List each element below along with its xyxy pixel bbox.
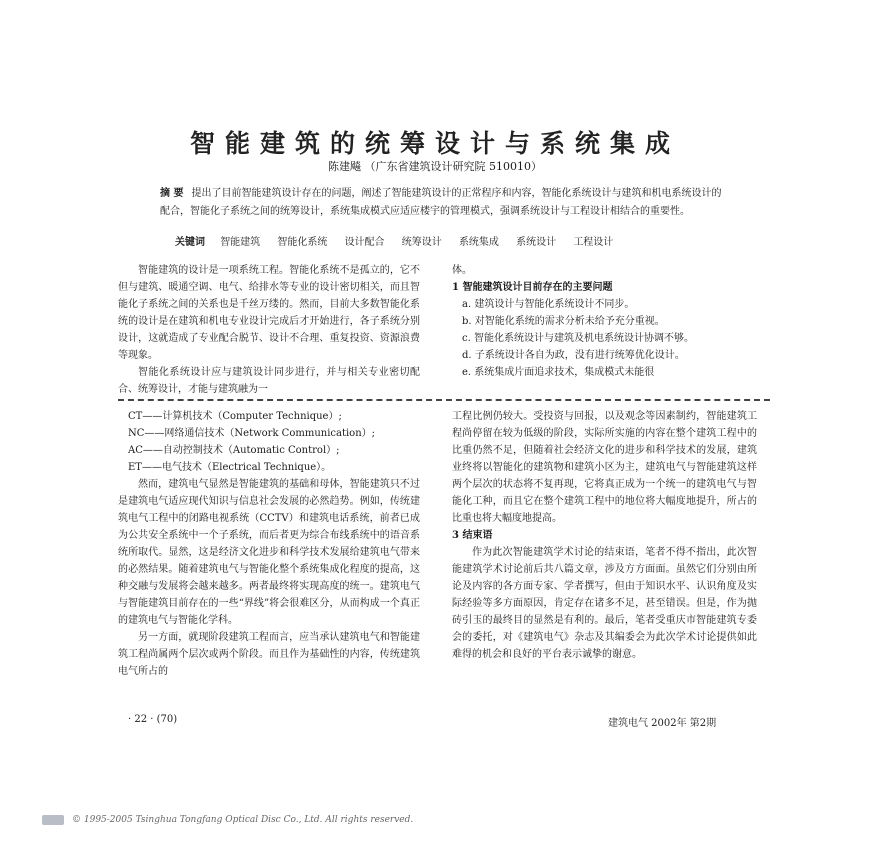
column-break-divider: [118, 399, 770, 403]
keyword: 设计配合: [344, 237, 385, 248]
keyword: 系统设计: [516, 237, 557, 248]
body-paragraph: 体。: [452, 265, 472, 276]
keyword: 智能建筑: [220, 237, 261, 248]
paper-title: 智能建筑的统筹设计与系统集成: [189, 129, 680, 158]
section-heading: 1 智能建筑设计目前存在的主要问题: [452, 282, 613, 293]
copyright-notice: © 1995-2005 Tsinghua Tongfang Optical Disc Co., Ltd. All rights reserved.: [72, 815, 414, 825]
upper-left-column: [118, 262, 420, 398]
lower-left-column: [118, 408, 420, 680]
body-paragraph: 智能化系统设计应与建筑设计同步进行，并与相关专业密切配合、统筹设计，才能与建筑融为一: [118, 367, 420, 395]
lower-right-column: [452, 408, 757, 663]
body-paragraph: 工程比例仍较大。受投资与回报，以及观念等因素制约，智能建筑工程尚停留在较为低级的阶段，实际所实施的内容在整个建筑工程中的比重仍然不足，但随着社会经济文化的进步和科学技术的发展，建筑业终将以智能化的建筑物和建筑小区为主，建筑电气与智能建筑这样两个层次的状态将不复再现，它将真正成为一个统一的建筑电气与智能化工种，而且它在整个建筑工程中的地位将大幅度地提升，所占的比重也将大幅度地提高。: [452, 411, 757, 524]
body-paragraph: 另一方面，就现阶段建筑工程而言，应当承认建筑电气和智能建筑工程尚属两个层次或两个阶段。而且作为基础性的内容，传统建筑电气所占的: [118, 632, 420, 677]
keywords: [175, 233, 627, 248]
term-definition: CT——计算机技术（Computer Technique）;: [128, 411, 342, 422]
author-line: 陈建飚 （广东省建筑设计研究院 510010）: [328, 160, 542, 173]
keyword: 系统集成: [458, 237, 499, 248]
list-item: b. 对智能化系统的需求分析未给予充分重视。: [462, 316, 665, 327]
keyword: 智能化系统: [277, 237, 328, 248]
term-definition: ET——电气技术（Electrical Technique）。: [128, 462, 332, 473]
list-item: a. 建筑设计与智能化系统设计不同步。: [462, 299, 635, 310]
list-item: c. 智能化系统设计与建筑及机电系统设计协调不够。: [462, 333, 694, 344]
term-definition: AC——自动控制技术（Automatic Control）;: [128, 445, 340, 456]
term-definition: NC——网络通信技术（Network Communication）;: [128, 428, 376, 439]
page-number: · 22 · (70): [128, 714, 178, 725]
body-paragraph: 作为此次智能建筑学术讨论的结束语，笔者不得不指出，此次智能建筑学术讨论前后共八篇文章，涉及方方面面。虽然它们分别由所论及内容的各方面专家、学者撰写，但由于知识水平、认识角度及实际经验等多方面原因，肯定存在诸多不足，甚至错误。但是，作为抛砖引玉的最终目的显然是有利的。最后，笔者受重庆市智能建筑专委会的委托，对《建筑电气》杂志及其编委会为此次学术讨论提供如此难得的机会和良好的平台表示诚挚的谢意。: [452, 547, 757, 660]
list-item: d. 子系统设计各自为政，没有进行统筹优化设计。: [462, 350, 685, 361]
keyword: 统筹设计: [401, 237, 442, 248]
abstract: [160, 185, 730, 221]
keywords-label: 关键词: [175, 237, 205, 248]
section-heading: 3 结束语: [452, 530, 493, 541]
abstract-text: 提出了目前智能建筑设计存在的问题，阐述了智能建筑设计的正常程序和内容，智能化系统设计与建筑和机电系统设计的配合，智能化子系统之间的统筹设计，系统集成模式应适应楼宇的管理模式，强调系统设计与工程设计相结合的重要性。: [160, 188, 722, 217]
upper-right-column: [452, 262, 757, 381]
body-paragraph: 智能建筑的设计是一项系统工程。智能化系统不是孤立的，它不但与建筑、暖通空调、电气、给排水等专业的设计密切相关，而且智能化子系统之间的关系也是千丝万缕的。然而，目前大多数智能化系统的设计是在建筑和机电专业设计完成后才开始进行，各子系统分别设计，这就造成了专业配合脱节、设计不合理、重复投资、资源浪费等现象。: [118, 265, 420, 361]
journal-issue: 建筑电气 2002年 第2期: [608, 718, 717, 729]
abstract-label: 摘 要: [160, 188, 184, 199]
keyword: 工程设计: [573, 237, 614, 248]
body-paragraph: 然而，建筑电气显然是智能建筑的基础和母体，智能建筑只不过是建筑电气适应现代知识与信息社会发展的必然趋势。例如，传统建筑电气工程中的闭路电视系统（CCTV）和建筑电话系统，前者已成为公共安全系统中一个子系统，而后者更为综合布线系统中的语音系统所取代。显然，这是经济文化进步和科学技术发展给建筑电气带来的必然结果。随着建筑电气与智能化整个系统集成化程度的提高，这种交融与发展将会越来越多。两者最终将实现高度的统一。建筑电气与智能建筑目前存在的一些“界线”将会很难区分，从而构成一个真正的建筑电气与智能化学科。: [118, 479, 420, 626]
list-item: e. 系统集成片面追求技术，集成模式未能很: [462, 367, 655, 378]
publisher-logo-icon: [42, 815, 64, 825]
